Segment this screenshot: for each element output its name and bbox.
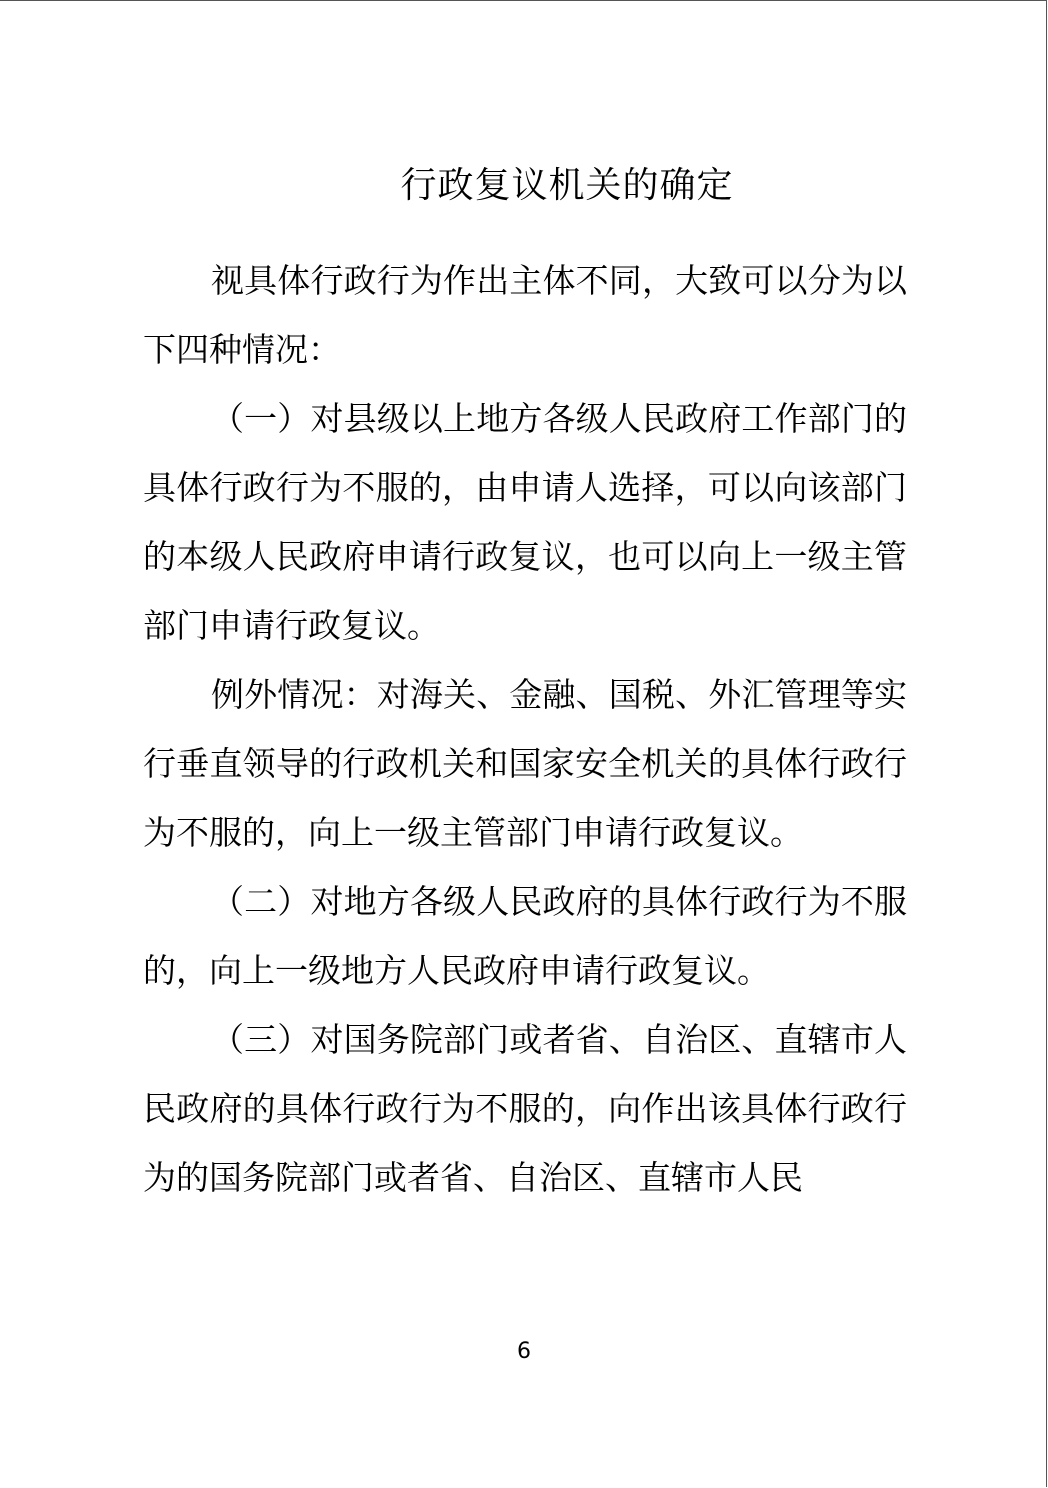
document-body xyxy=(143,246,907,1212)
document-title: 行政复议机关的确定 xyxy=(400,165,734,206)
page-number: 6 xyxy=(517,1339,531,1364)
paragraph-case-one: （一）对县级以上地方各级人民政府工作部门的具体行政行为不服的，由申请人选择，可以向该部门的本级人民政府申请行政复议，也可以向上一级主管部门申请行政复议。 xyxy=(143,399,907,645)
paragraph-case-three: （三）对国务院部门或者省、自治区、直辖市人民政府的具体行政行为不服的，向作出该具体行政行为的国务院部门或者省、自治区、直辖市人民 xyxy=(143,1020,907,1197)
paragraph-case-two: （二）对地方各级人民政府的具体行政行为不服的，向上一级地方人民政府申请行政复议。 xyxy=(143,882,907,990)
paragraph-exception: 例外情况：对海关、金融、国税、外汇管理等实行垂直领导的行政机关和国家安全机关的具体行政行为不服的，向上一级主管部门申请行政复议。 xyxy=(143,675,907,852)
paragraph-intro: 视具体行政行为作出主体不同，大致可以分为以下四种情况： xyxy=(143,261,907,369)
